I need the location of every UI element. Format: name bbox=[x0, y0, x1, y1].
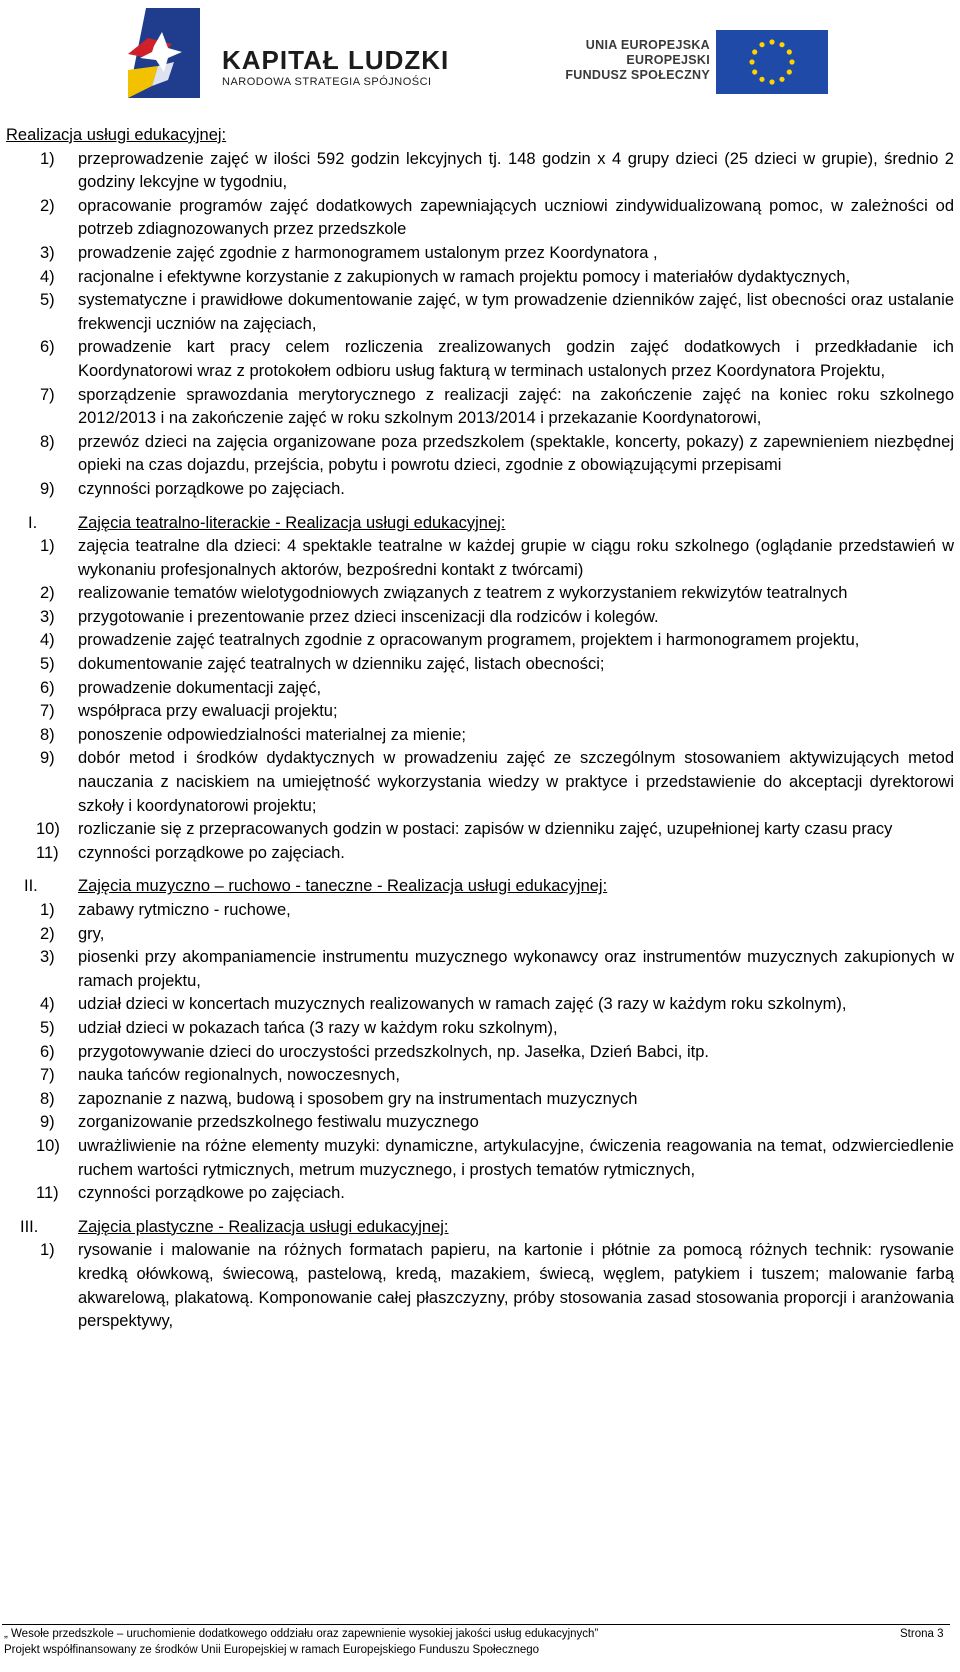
list-item-number: 7) bbox=[40, 702, 55, 721]
list-item bbox=[6, 195, 954, 242]
list-item bbox=[6, 993, 954, 1017]
list-item bbox=[6, 747, 954, 818]
list-item bbox=[6, 923, 954, 947]
list-item bbox=[6, 336, 954, 383]
kl-title: KAPITAŁ LUDZKI bbox=[222, 45, 450, 75]
list-item-number: 2) bbox=[40, 196, 55, 215]
kapital-ludzki-wordmark bbox=[222, 46, 449, 88]
list-item-text: czynności porządkowe po zajęciach. bbox=[78, 843, 345, 862]
section-3-heading bbox=[6, 1216, 954, 1240]
list-item-number: 3) bbox=[40, 948, 55, 967]
list-item bbox=[6, 1239, 954, 1333]
list-item-number: 9) bbox=[40, 479, 55, 498]
list-item-number: 6) bbox=[40, 678, 55, 697]
list-item-number: 4) bbox=[40, 267, 55, 286]
section-3-roman: III. bbox=[20, 1217, 39, 1236]
list-item-number: 3) bbox=[40, 607, 55, 626]
list-item-text: zajęcia teatralne dla dzieci: 4 spektakle teatralne w każdej grupie w ciągu roku szkolnego (oglądanie przedstawień w wykonaniu profesjonalnych aktorów, bezpośredni kontakt z twórcami) bbox=[78, 537, 954, 579]
list-item-text: nauka tańców regionalnych, nowoczesnych, bbox=[78, 1066, 400, 1085]
document-body bbox=[6, 124, 954, 1334]
kl-subtitle: NARODOWA STRATEGIA SPÓJNOŚCI bbox=[222, 76, 432, 88]
list-item bbox=[6, 1041, 954, 1065]
list-item bbox=[6, 724, 954, 748]
list-item bbox=[6, 431, 954, 478]
list-item bbox=[6, 818, 954, 842]
intro-list bbox=[6, 148, 954, 502]
list-item bbox=[6, 478, 954, 502]
list-item-number: 4) bbox=[40, 631, 55, 650]
list-item-number: 8) bbox=[40, 725, 55, 744]
section-1-heading bbox=[6, 512, 954, 536]
section-2-title: Zajęcia muzyczno – ruchowo - taneczne - Realizacja usługi edukacyjnej: bbox=[78, 877, 608, 896]
section-3-title: Zajęcia plastyczne - Realizacja usługi edukacyjnej: bbox=[78, 1217, 449, 1236]
list-item-number: 2) bbox=[40, 924, 55, 943]
section-2-roman: II. bbox=[24, 877, 38, 896]
list-item-number: 5) bbox=[40, 1018, 55, 1037]
list-item bbox=[6, 384, 954, 431]
list-item-text: dokumentowanie zajęć teatralnych w dzienniku zajęć, listach obecności; bbox=[78, 655, 605, 674]
list-item bbox=[6, 1064, 954, 1088]
list-item-text: prowadzenie zajęć zgodnie z harmonogramem ustalonym przez Koordynatora , bbox=[78, 243, 658, 262]
list-item-text: czynności porządkowe po zajęciach. bbox=[78, 479, 345, 498]
list-item-text: udział dzieci w pokazach tańca (3 razy w każdym roku szkolnym), bbox=[78, 1018, 558, 1037]
list-item bbox=[6, 899, 954, 923]
list-item-text: przewóz dzieci na zajęcia organizowane poza przedszkolem (spektakle, koncerty, pokazy) z zapewnieniem niezbędnej opieki na czas dojazdu, przejścia, pobytu i powrotu dzieci, zgodnie z obowiązującymi przepisami bbox=[78, 432, 954, 475]
list-item-number: 9) bbox=[40, 1113, 55, 1132]
list-item-text: gry, bbox=[78, 924, 105, 943]
list-item bbox=[6, 242, 954, 266]
list-item bbox=[6, 1017, 954, 1041]
list-item-number: 8) bbox=[40, 1089, 55, 1108]
list-item-text: piosenki przy akompaniamencie instrumentu muzycznego wykonawcy oraz instrumentów muzycznych zakupionych w ramach projektu, bbox=[78, 948, 954, 990]
section-1-title: Zajęcia teatralno-literackie - Realizacja usługi edukacyjnej: bbox=[78, 513, 506, 532]
eu-wordmark bbox=[560, 38, 710, 83]
list-item bbox=[6, 677, 954, 701]
section-2-heading bbox=[6, 875, 954, 899]
kapital-ludzki-logo-icon bbox=[128, 8, 200, 98]
list-item-number: 5) bbox=[40, 655, 55, 674]
list-item-text: uwrażliwienie na różne elementy muzyki: dynamiczne, artykulacyjne, ćwiczenia reagowania na temat, odzwierciedlenie ruchem wartości rytmicznych, metrum muzycznego, i prostych tematów rytmicznych, bbox=[78, 1136, 954, 1179]
list-item-text: przeprowadzenie zajęć w ilości 592 godzin lekcyjnych tj. 148 godzin x 4 grupy dzieci (25 dzieci w grupie), średnio 2 godziny lekcyjne w tygodniu, bbox=[78, 149, 954, 192]
list-item-text: racjonalne i efektywne korzystanie z zakupionych w ramach projektu pomocy i materiałów dydaktycznych, bbox=[78, 267, 851, 286]
list-item-text: zapoznanie z nazwą, budową i sposobem gry na instrumentach muzycznych bbox=[78, 1089, 638, 1108]
eu-line-1: UNIA EUROPEJSKA bbox=[585, 38, 710, 52]
list-item bbox=[6, 266, 954, 290]
list-item bbox=[6, 606, 954, 630]
list-item-text: współpraca przy ewaluacji projektu; bbox=[78, 702, 338, 721]
list-item-number: 1) bbox=[40, 149, 55, 168]
list-item-number: 10) bbox=[36, 1136, 60, 1155]
section-1-list bbox=[6, 535, 954, 865]
list-item bbox=[6, 1111, 954, 1135]
list-item-number: 6) bbox=[40, 1042, 55, 1061]
list-item bbox=[6, 946, 954, 993]
list-item-number: 9) bbox=[40, 749, 55, 768]
list-item bbox=[6, 1182, 954, 1206]
list-item bbox=[6, 148, 954, 195]
list-item-text: zorganizowanie przedszkolnego festiwalu muzycznego bbox=[78, 1113, 479, 1132]
list-item-number: 10) bbox=[36, 820, 60, 839]
list-item bbox=[6, 629, 954, 653]
list-item-text: systematyczne i prawidłowe dokumentowanie zajęć, w tym prowadzenie dzienników zajęć, list obecności oraz ustalanie frekwencji uczniów na zajęciach, bbox=[78, 291, 954, 333]
list-item bbox=[6, 289, 954, 336]
intro-heading: Realizacja usługi edukacyjnej: bbox=[6, 126, 227, 144]
section-2-list bbox=[6, 899, 954, 1206]
list-item-text: przygotowanie i prezentowanie przez dzieci inscenizacji dla rodziców i kolegów. bbox=[78, 607, 659, 626]
list-item-number: 2) bbox=[40, 584, 55, 603]
section-3-list bbox=[6, 1239, 954, 1333]
list-item-text: zabawy rytmiczno - ruchowe, bbox=[78, 901, 291, 919]
footer-divider bbox=[2, 1624, 950, 1625]
footer-funding-note: Projekt współfinansowany ze środków Unii Europejskiej w ramach Europejskiego Funduszu Społecznego bbox=[4, 1644, 540, 1656]
list-item bbox=[6, 535, 954, 582]
list-item-text: opracowanie programów zajęć dodatkowych zapewniających uczniowi zindywidualizowaną pomoc, w zależności od potrzeb zdiagnozowanych przez przedszkole bbox=[78, 196, 954, 239]
eu-flag-icon bbox=[716, 30, 828, 94]
list-item-text: ponoszenie odpowiedzialności materialnej za mienie; bbox=[78, 725, 466, 744]
list-item-text: rozliczanie się z przepracowanych godzin w postaci: zapisów w dzienniku zajęć, uzupełnionej karty czasu pracy bbox=[78, 820, 893, 839]
eu-line-3: FUNDUSZ SPOŁECZNY bbox=[565, 68, 710, 82]
list-item-text: prowadzenie kart pracy celem rozliczenia zrealizowanych godzin zajęć dodatkowych i przedkładanie ich Koordynatorowi wraz z protokołem odbioru usług fakturą w terminach ustalonych przez Koordynatora Projektu, bbox=[78, 338, 954, 380]
list-item-number: 11) bbox=[36, 1184, 59, 1203]
list-item-text: prowadzenie zajęć teatralnych zgodnie z opracowanym programem, projektem i harmonogramem projektu, bbox=[78, 631, 860, 650]
list-item-number: 3) bbox=[40, 243, 55, 262]
list-item bbox=[6, 582, 954, 606]
list-item bbox=[6, 653, 954, 677]
list-item-number: 4) bbox=[40, 995, 55, 1014]
list-item bbox=[6, 842, 954, 866]
list-item-text: przygotowywanie dzieci do uroczystości przedszkolnych, np. Jasełka, Dzień Babci, itp. bbox=[78, 1042, 709, 1061]
list-item-number: 8) bbox=[40, 432, 55, 451]
eu-line-2: EUROPEJSKI bbox=[626, 53, 710, 67]
list-item-number: 1) bbox=[40, 1241, 55, 1260]
page-header bbox=[0, 0, 960, 120]
list-item-number: 6) bbox=[40, 338, 55, 357]
list-item-text: dobór metod i środków dydaktycznych w prowadzeniu zajęć ze szczególnym stosowaniem aktywizujących metod nauczania z naciskiem na umiejętność wykorzystania wiedzy w praktyce i przedstawienie do akceptacji dyrektorowi szkoły i koordynatorowi projektu; bbox=[78, 749, 954, 815]
list-item-text: realizowanie tematów wielotygodniowych związanych z teatrem z wykorzystaniem rekwizytów teatralnych bbox=[78, 584, 848, 603]
list-item-number: 1) bbox=[40, 901, 55, 919]
list-item bbox=[6, 1135, 954, 1182]
list-item-text: czynności porządkowe po zajęciach. bbox=[78, 1184, 345, 1203]
list-item-text: rysowanie i malowanie na różnych formatach papieru, na kartonie i płótnie za pomocą różnych technik: rysowanie kredką ołówkową, świecową, pastelową, kredą, mazakiem, świecą, węglem, patykiem i tuszem; malowanie farbą akwarelową, plakatową. Komponowanie całej płaszczyzny, próby stosowania zasad stosowania proporcji i aranżowania perspektywy, bbox=[78, 1241, 954, 1331]
list-item-text: sporządzenie sprawozdania merytorycznego z realizacji zajęć: na zakończenie zajęć na koniec roku szkolnego 2012/2013 i na zakończenie zajęć w roku szkolnym 2013/2014 i przekazanie Koordynatorowi, bbox=[78, 385, 954, 428]
list-item bbox=[6, 1088, 954, 1112]
list-item-number: 11) bbox=[36, 843, 59, 862]
list-item bbox=[6, 700, 954, 724]
footer-project-title: „ Wesołe przedszkole – uruchomienie dodatkowego oddziału oraz zapewnienie wysokiej jakości usług edukacyjnych” bbox=[4, 1628, 599, 1640]
footer-page-number: Strona 3 bbox=[900, 1628, 944, 1640]
list-item-number: 1) bbox=[40, 537, 55, 556]
list-item-number: 5) bbox=[40, 291, 55, 310]
section-1-roman: I. bbox=[28, 513, 38, 532]
list-item-text: prowadzenie dokumentacji zajęć, bbox=[78, 678, 322, 697]
list-item-text: udział dzieci w koncertach muzycznych realizowanych w ramach zajęć (3 razy w każdym roku szkolnym), bbox=[78, 995, 847, 1014]
list-item-number: 7) bbox=[40, 1066, 55, 1085]
list-item-number: 7) bbox=[40, 385, 55, 404]
